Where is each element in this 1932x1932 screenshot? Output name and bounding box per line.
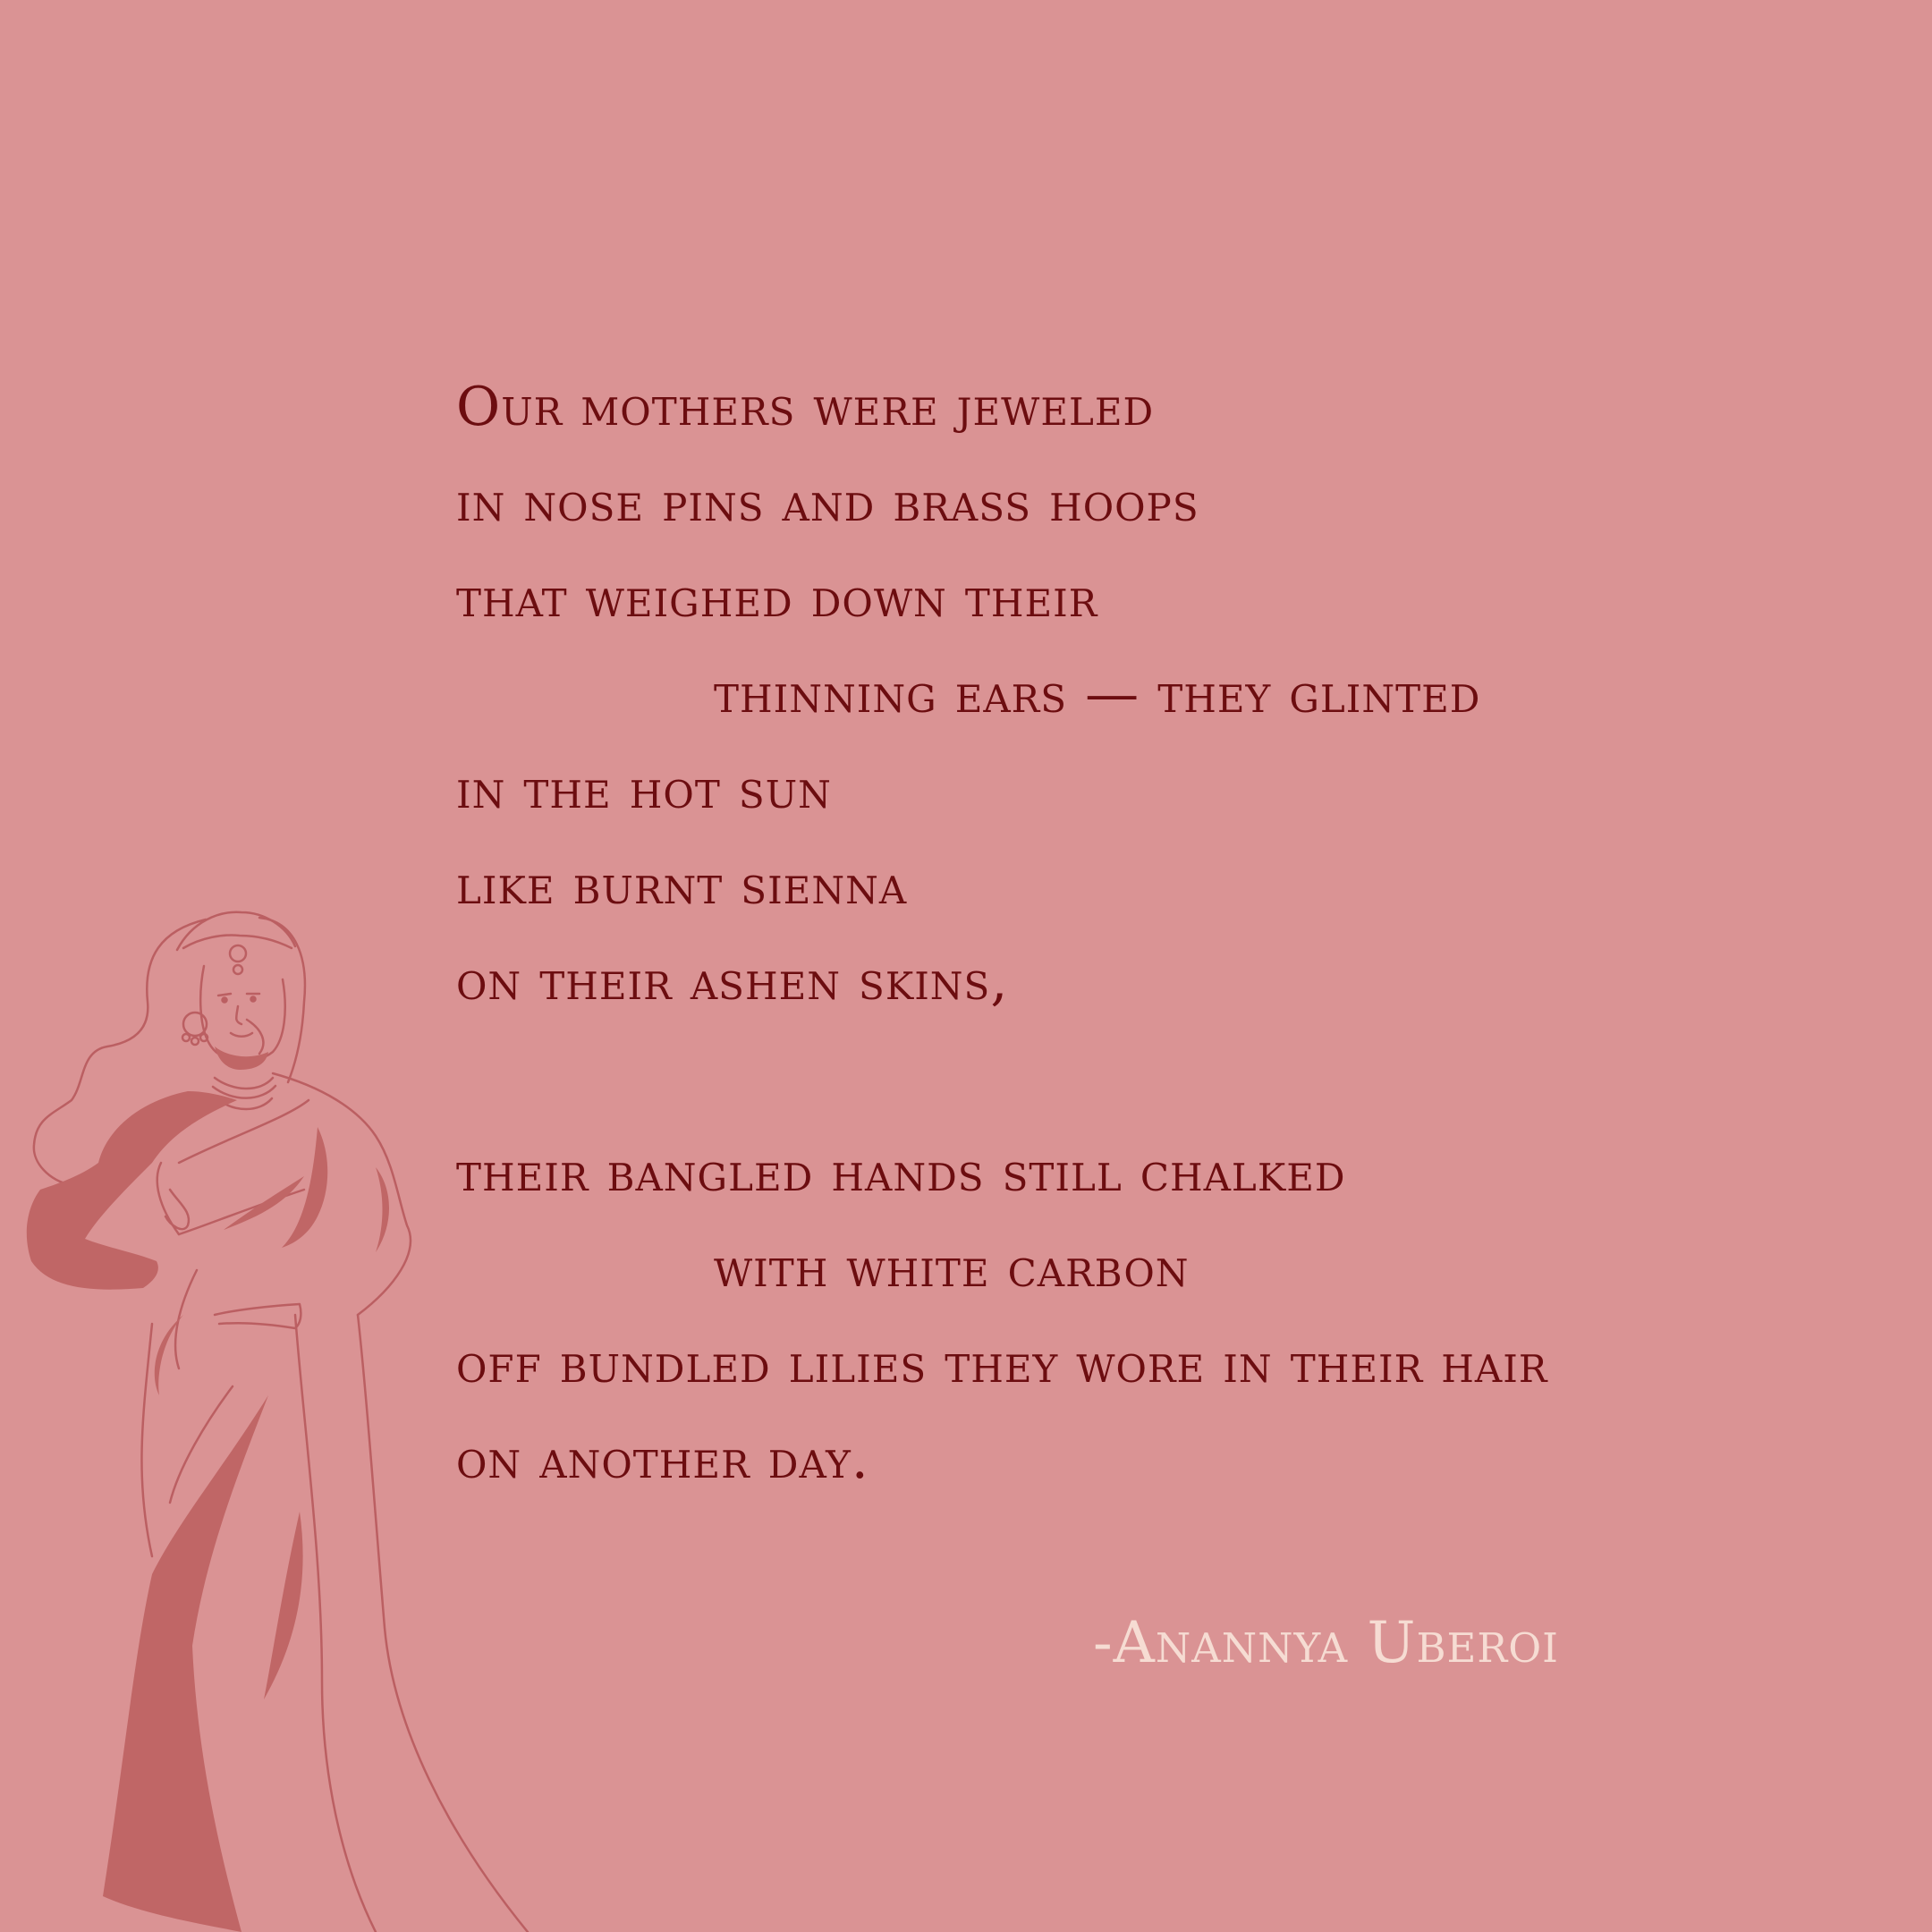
poem-line: on their ashen skins,	[456, 950, 1009, 1013]
poem-line: Our mothers were jeweled	[456, 376, 1155, 438]
poem-line: their bangled hands still chalked	[456, 1141, 1346, 1204]
poem-line: with white carbon	[714, 1237, 1190, 1300]
poem-line: in nose pins and brass hoops	[456, 471, 1199, 534]
poem-line: that weighed down their	[456, 567, 1098, 630]
poem-line: thinning ears — they glinted	[714, 663, 1481, 725]
woman-in-saree-icon	[0, 894, 555, 1932]
author-credit: -Anannya Uberoi	[1093, 1610, 1559, 1676]
poem-line: on another day.	[456, 1428, 869, 1491]
poem-line: in the hot sun	[456, 758, 832, 821]
poem-line: like burnt sienna	[456, 854, 908, 917]
poem-line: off bundled lilies they wore in their hair	[456, 1333, 1548, 1395]
